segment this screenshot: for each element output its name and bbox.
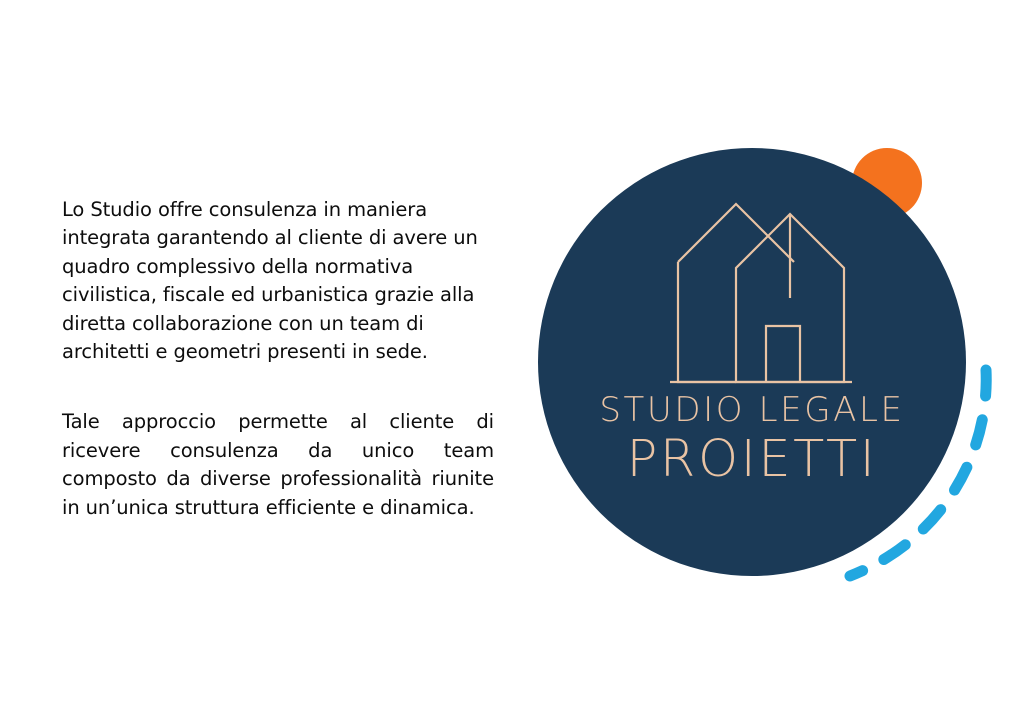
text-column: [62, 196, 494, 522]
body-paragraph-2: Tale approccio permette al cliente di ricevere consulenza da unico team composto da diverse professionalità riunite in un’unica struttura efficiente e dinamica.: [62, 410, 494, 519]
logo-composition: [520, 122, 1000, 622]
logo-name-line-1: STUDIO LEGALE: [599, 390, 905, 430]
house-outline-icon: [640, 170, 870, 400]
logo-wordmark: [538, 390, 966, 488]
body-paragraph-1: Lo Studio offre consulenza in maniera integrata garantendo al cliente di avere un quadro complessivo della normativa civilistica, fiscale ed urbanistica grazie alla diretta collaborazione con un team di architetti e geometri presenti in sede.: [62, 198, 478, 364]
logo-name-line-2: PROIETTI: [626, 430, 878, 489]
